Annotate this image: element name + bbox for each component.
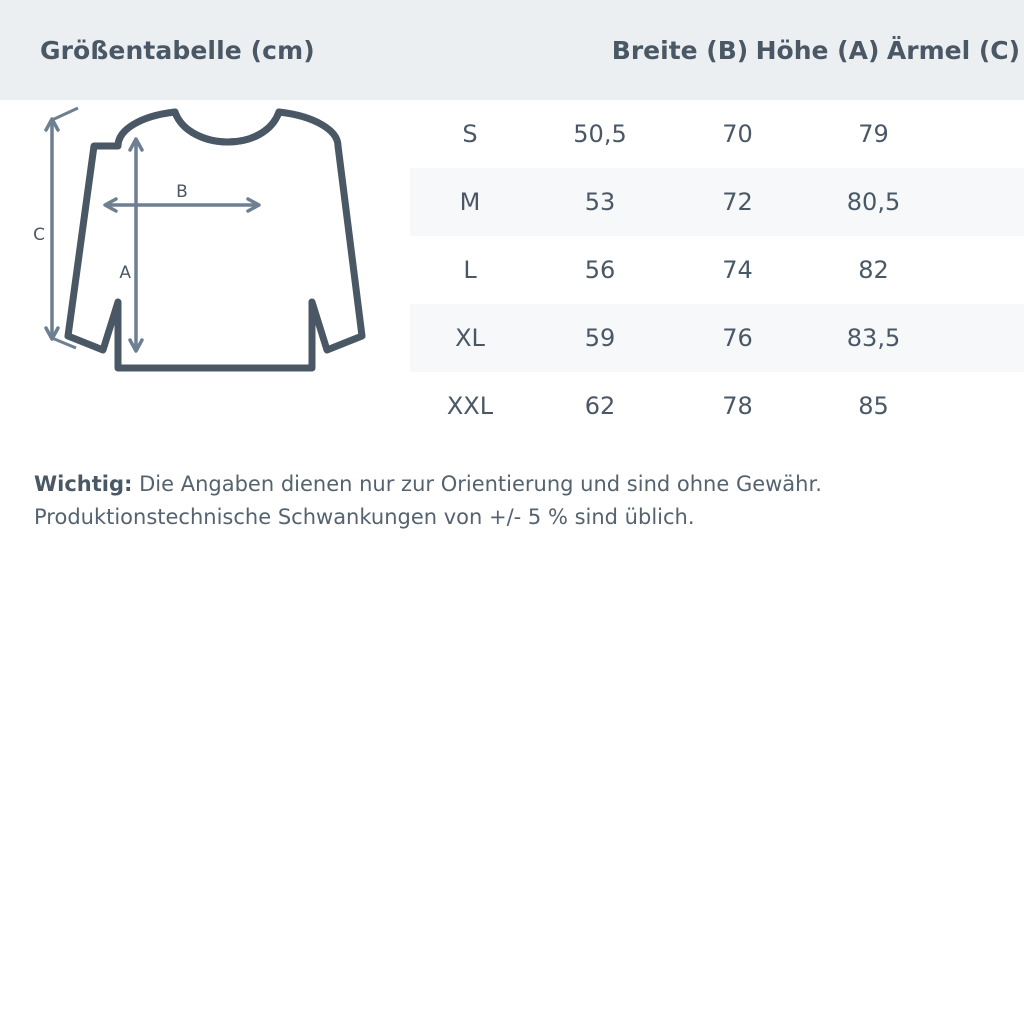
cell-height: 74 (722, 256, 753, 284)
cell-size: S (462, 120, 478, 148)
chart-body (0, 100, 1024, 440)
header-cell-width: Breite (B) (611, 35, 749, 65)
cell-height: 72 (722, 188, 753, 216)
disclaimer-line-1: Die Angaben dienen nur zur Orientierung und sind ohne Gewähr. (132, 472, 822, 496)
page-title: Größentabelle (cm) (40, 35, 315, 65)
table-row (410, 100, 1024, 168)
cell-width: 59 (584, 324, 616, 352)
sweatshirt-icon (0, 100, 410, 440)
cell-sleeve: 79 (858, 120, 889, 148)
cell-sleeve: 85 (858, 392, 889, 420)
cell-sleeve: 82 (858, 256, 889, 284)
cell-sleeve: 80,5 (846, 188, 901, 216)
chart-header (0, 0, 1024, 100)
cell-size: L (463, 256, 477, 284)
cell-height: 70 (722, 120, 753, 148)
disclaimer-note (0, 440, 1024, 533)
measure-label-b: B (176, 182, 188, 202)
table-row (410, 168, 1024, 236)
sweatshirt-outline (68, 112, 362, 368)
cell-sleeve: 83,5 (846, 324, 901, 352)
disclaimer-label: Wichtig: (34, 472, 133, 496)
garment-diagram (0, 100, 410, 440)
cell-height: 76 (722, 324, 753, 352)
measure-label-c: C (33, 225, 45, 245)
table-row (410, 372, 1024, 440)
table-row (410, 304, 1024, 372)
header-cell-sleeve: Ärmel (C) (886, 35, 1021, 65)
disclaimer-line-2: Produktionstechnische Schwankungen von +/- 5 % sind üblich. (34, 504, 695, 529)
cell-height: 78 (722, 392, 753, 420)
cell-width: 62 (584, 392, 616, 420)
cell-width: 53 (584, 188, 616, 216)
measurements-table (410, 100, 1024, 440)
cell-width: 56 (584, 256, 616, 284)
header-columns (490, 36, 1024, 65)
cell-size: XL (455, 324, 485, 352)
header-cell-height: Höhe (A) (755, 35, 880, 65)
cell-width: 50,5 (573, 120, 627, 148)
measure-label-a: A (119, 263, 131, 283)
cell-size: M (459, 188, 481, 216)
cell-size: XXL (446, 392, 494, 420)
table-row (410, 236, 1024, 304)
measure-arrow-a (130, 139, 142, 351)
